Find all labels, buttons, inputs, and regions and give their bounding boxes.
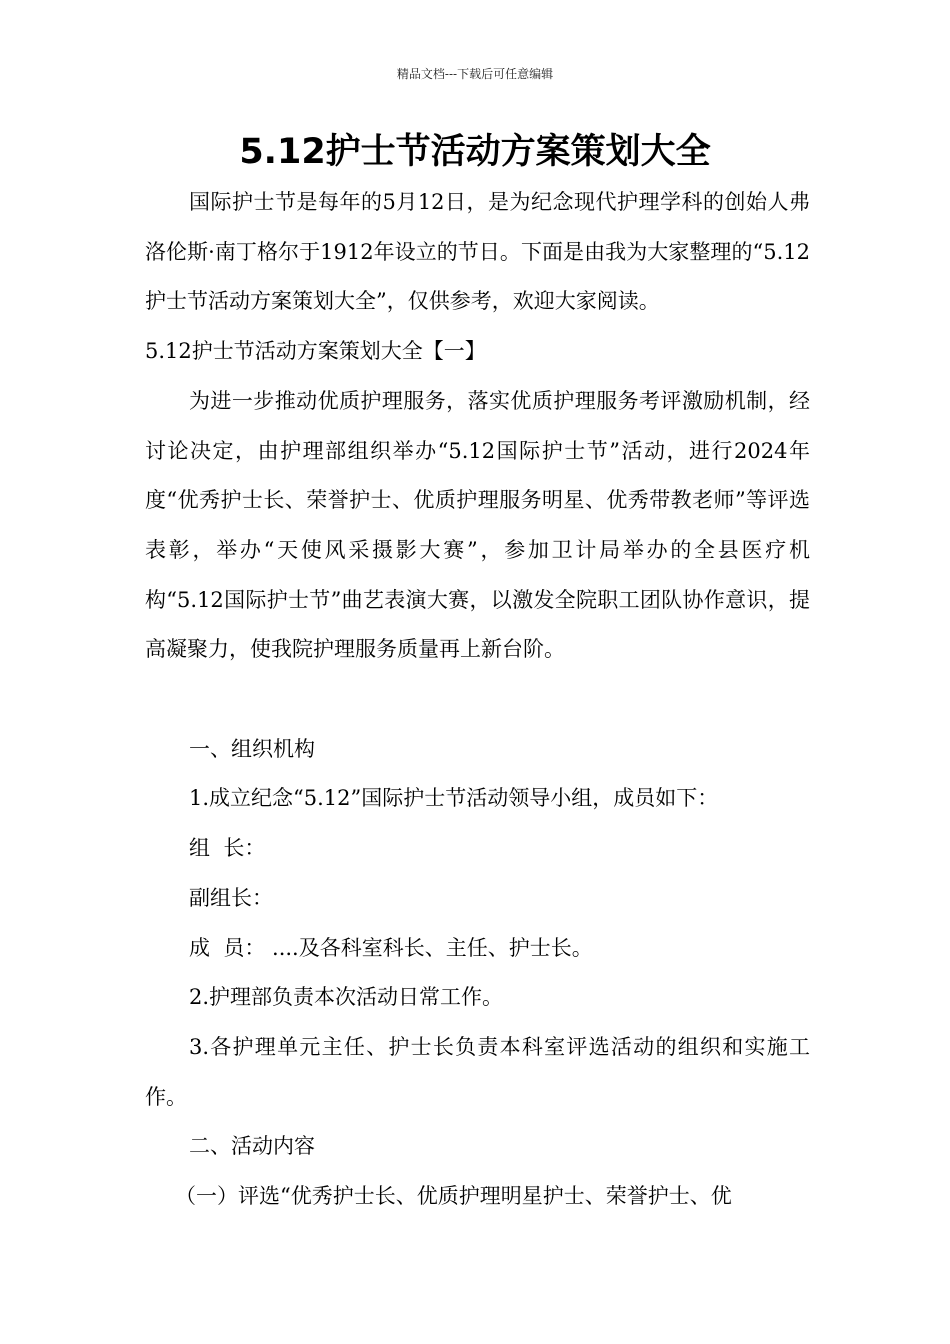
section-heading: 5.12护士节活动方案策划大全【一】 (145, 339, 486, 364)
org-item-3: 3.各护理单元主任、护士长负责本科室评选活动的组织和实施工作。 (145, 1034, 810, 1109)
activities-item-1: （一）评选“优秀护士长、优质护理明星护士、荣誉护士、优 (175, 1184, 732, 1209)
activities-heading: 二、活动内容 (189, 1134, 315, 1159)
page-header-note: 精品文档---下载后可任意编辑 (396, 67, 554, 81)
intro-paragraph: 国际护士节是每年的5月12日，是为纪念现代护理学科的创始人弗洛伦斯·南丁格尔于1912年设立的节日。下面是由我为大家整理的“5.12护士节活动方案策划大全”，仅供参考，欢迎大家阅读。 (145, 190, 810, 314)
org-members: 成 员： ....及各科室科长、主任、护士长。 (189, 935, 593, 960)
org-leader: 组 长： (189, 836, 266, 861)
purpose-paragraph: 为进一步推动优质护理服务，落实优质护理服务考评激励机制，经讨论决定，由护理部组织举办“5.12国际护士节”活动，进行2024年度“优秀护士长、荣誉护士、优质护理服务明星、优秀带教老师”等评选表彰，举办“天使风采摄影大赛”，参加卫计局举办的全县医疗机构“5.12国际护士节”曲艺表演大赛，以激发全院职工团队协作意识，提高凝聚力，使我院护理服务质量再上新台阶。 (145, 388, 810, 662)
blank-line (145, 675, 810, 725)
org-item-1: 1.成立纪念“5.12”国际护士节活动领导小组，成员如下： (189, 786, 719, 811)
document-body (145, 178, 810, 1222)
org-heading: 一、组织机构 (189, 736, 315, 761)
document-title: 5.12护士节活动方案策划大全 (239, 132, 711, 172)
org-item-2: 2.护理部负责本次活动日常工作。 (189, 985, 504, 1010)
org-deputy: 副组长： (189, 885, 273, 910)
